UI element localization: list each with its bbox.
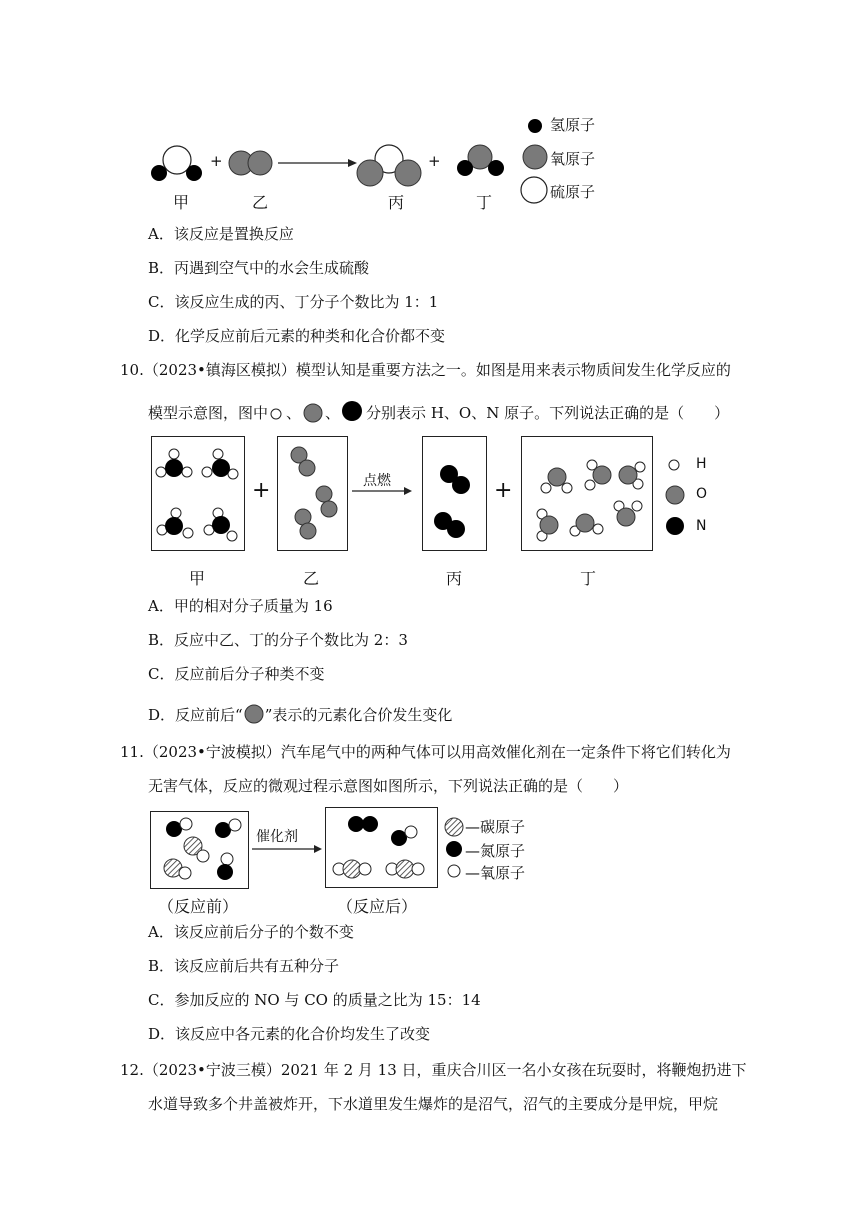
q10-reaction-arrow [352, 485, 412, 497]
q10-stem-line1: 10.（2023•镇海区模拟）模型认知是重要方法之一。如图是用来表示物质间发生化学反应的 [120, 361, 731, 379]
legend-n-atom-icon [664, 515, 686, 537]
label-jia: 甲 [173, 193, 190, 212]
oxygen-atom-icon [243, 705, 265, 727]
q9-option-a[interactable]: A．该反应是置换反应 [148, 225, 294, 243]
q10-option-c[interactable]: C．反应前后分子种类不变 [148, 665, 325, 683]
q9-molecule-ding [454, 142, 514, 192]
q10-box-ding-molecules [522, 437, 652, 550]
q10-option-a[interactable]: A．甲的相对分子质量为 16 [148, 597, 333, 615]
q9-molecule-jia [148, 142, 208, 192]
legend-o-label: O [696, 486, 708, 502]
q10-stem-line2 [148, 402, 729, 426]
q9-option-d[interactable]: D．化学反应前后元素的种类和化合价都不变 [148, 327, 446, 345]
legend-nitrogen-atom-icon [445, 839, 465, 859]
plus-sign: + [494, 478, 513, 503]
q10-stem-text-a: 模型示意图，图中 [148, 404, 269, 422]
q11-box-after-molecules [326, 808, 437, 887]
q10-option-d-text-a: D．反应前后“ [148, 706, 243, 724]
label-ding: 丁 [476, 193, 493, 212]
legend-oxygen-label: —氧原子 [465, 864, 526, 882]
label-yi: 乙 [252, 193, 269, 212]
legend-hydrogen-label: 氢原子 [550, 116, 596, 134]
q12-stem-line1: 12.（2023•宁波三模）2021 年 2 月 13 日，重庆合川区一名小女孩在玩耍时，将鞭炮扔进下 [120, 1061, 747, 1079]
hydrogen-atom-icon [269, 406, 285, 422]
legend-hydrogen-atom-icon [526, 116, 546, 136]
oxygen-atom-icon [302, 403, 324, 425]
label-bing: 丙 [446, 569, 463, 588]
legend-carbon-atom-icon [443, 816, 465, 838]
plus-sign: + [252, 478, 271, 503]
label-after-reaction: （反应后） [337, 897, 418, 916]
legend-sulfur-label: 硫原子 [550, 183, 596, 201]
q10-stem-separator: 、 [325, 404, 341, 422]
legend-oxygen-atom-icon [447, 863, 463, 879]
legend-carbon-label: —碳原子 [465, 818, 526, 836]
legend-nitrogen-label: —氮原子 [465, 842, 526, 860]
q9-option-c[interactable]: C．该反应生成的丙、丁分子个数比为 1：1 [148, 293, 439, 311]
label-before-reaction: （反应前） [158, 897, 239, 916]
legend-o-atom-icon [664, 484, 686, 506]
plus-sign: + [428, 152, 441, 170]
q10-box-bing-molecules [423, 437, 486, 550]
q9-molecule-bing [356, 142, 426, 192]
q10-stem-separator: 、 [286, 404, 302, 422]
label-ding: 丁 [580, 569, 597, 588]
legend-h-atom-icon [667, 458, 681, 472]
label-jia: 甲 [189, 569, 206, 588]
q11-stem-line2: 无害气体，反应的微观过程示意图如图所示，下列说法正确的是（ ） [148, 777, 629, 795]
q10-stem-text-b: 分别表示 H、O、N 原子。下列说法正确的是（ ） [366, 404, 730, 422]
legend-h-label: H [696, 456, 707, 472]
q9-reaction-arrow [278, 157, 358, 169]
q11-reaction-arrow [252, 843, 322, 855]
q10-option-d-text-b: ”表示的元素化合价发生变化 [264, 706, 453, 724]
q10-box-jia-molecules [152, 437, 244, 550]
legend-n-label: N [696, 518, 707, 534]
label-yi: 乙 [303, 569, 320, 588]
q12-stem-line2: 水道导致多个井盖被炸开，下水道里发生爆炸的是沼气，沼气的主要成分是甲烷，甲烷 [148, 1095, 719, 1113]
q11-option-c[interactable]: C．参加反应的 NO 与 CO 的质量之比为 15：14 [148, 991, 481, 1009]
label-bing: 丙 [388, 193, 405, 212]
q11-stem-line1: 11.（2023•宁波模拟）汽车尾气中的两种气体可以用高效催化剂在一定条件下将它们转化为 [120, 743, 731, 761]
q10-box-yi-molecules [278, 437, 347, 550]
legend-sulfur-atom-icon [519, 175, 551, 207]
legend-oxygen-atom-icon [521, 143, 551, 173]
q10-option-b[interactable]: B．反应中乙、丁的分子个数比为 2：3 [148, 631, 408, 649]
q11-option-b[interactable]: B．该反应前后共有五种分子 [148, 957, 340, 975]
q11-arrow-label: 催化剂 [256, 829, 298, 845]
q11-option-a[interactable]: A．该反应前后分子的个数不变 [148, 923, 354, 941]
q9-option-b[interactable]: B．丙遇到空气中的水会生成硫酸 [148, 259, 370, 277]
plus-sign: + [210, 152, 223, 170]
q10-arrow-label: 点燃 [363, 473, 391, 489]
q10-option-d[interactable] [148, 705, 452, 727]
q11-box-before-molecules [151, 812, 248, 888]
legend-oxygen-label: 氧原子 [550, 150, 596, 168]
q11-option-d[interactable]: D．该反应中各元素的化合价均发生了改变 [148, 1025, 431, 1043]
nitrogen-atom-icon [341, 402, 365, 426]
